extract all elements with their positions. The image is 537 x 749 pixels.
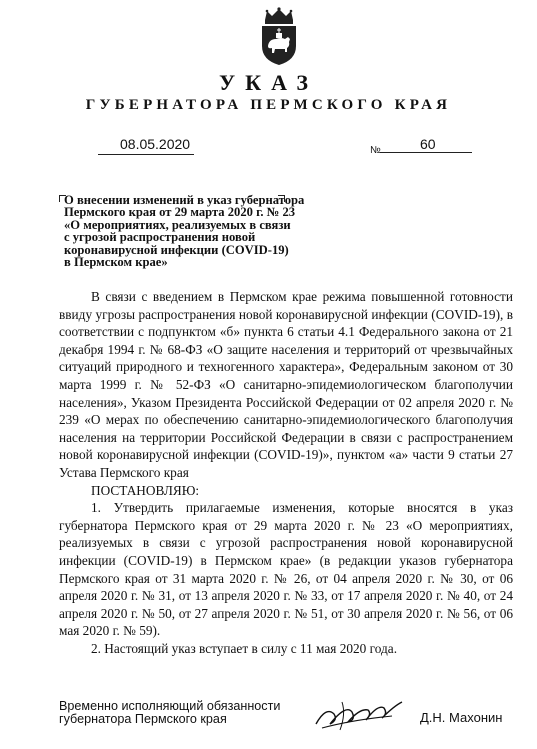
resolve-heading: ПОСТАНОВЛЯЮ: [91,482,200,498]
issuer-heading: ГУБЕРНАТОРА ПЕРМСКОГО КРАЯ [85,97,452,113]
item-2-paragraph: 2. Настоящий указ вступает в силу с 11 мая 2020 года. [91,640,398,656]
subject-line: коронавирусной инфекции (COVID-19) [64,242,289,257]
date-underline [98,154,194,155]
document-number: 60 [420,136,436,152]
signatory-name: Д.Н. Махонин [420,710,503,725]
item-1-paragraph: 1. Утвердить прилагаемые изменения, которые вносятся в указ губернатора Пермского края от 29 марта 2020 г. № 23 «О мероприятиях, реализуемых в связи с угрозой распространения новой коронавирусной инфекции (COVID-19) в Пермском крае» (в редакции указов губернатора Пермского края от 31 марта 2020 г. № 26, от 04 апреля 2020 г. № 30, от 06 апреля 2020 г. № 31, от 13 апреля 2020 г. № 33, от 17 апреля 2020 г. № 40, от 24 апреля 2020 г. № 50, от 27 апреля 2020 г. № 51, от 30 апреля 2020 г. № 56, от 06 мая 2020 г. № 59). [59,500,513,639]
subject-line: Пермского края от 29 марта 2020 г. № 23 [64,205,296,220]
perm-krai-coat-of-arms-icon [255,6,303,66]
document-body [59,288,513,657]
subject-line: с угрозой распространения новой [64,230,256,245]
number-underline [380,152,472,153]
subject-line: в Пермском крае» [64,255,168,270]
document-subject [64,194,324,268]
document-type-heading: УКАЗ [218,70,319,95]
signatory-title-line: губернатора Пермского края [59,711,227,726]
subject-line: «О мероприятиях, реализуемых в связи [64,217,291,232]
document-date: 08.05.2020 [120,136,191,152]
preamble-paragraph: В связи с введением в Пермском крае режима повышенной готовности ввиду угрозы распространения новой коронавирусной инфекции (COVID-19), в соответствии с подпунктом «б» пункта 6 статьи 4.1 Федерального закона от 21 декабря 1994 г. № 68-ФЗ «О защите населения и территорий от чрезвычайных ситуаций природного и техногенного характера», Федеральным законом от 30 марта 1999 г. № 52-ФЗ «О санитарно-эпидемиологическом благополучии населения», Указом Президента Российской Федерации от 02 апреля 2020 г. № 239 «О мерах по обеспечению санитарно-эпидемиологического благополучия населения на территории Российской Федерации в связи с распространением новой коронавирусной инфекции (COVID-19)», пунктом «а» части 9 статьи 27 Устава Пермского края [59,289,513,480]
signatory-title-line: Временно исполняющий обязанности [59,699,281,713]
signatory-title [59,700,280,725]
handwritten-signature-icon [312,694,412,736]
subject-line: О внесении изменений в указ губернатора [64,193,305,207]
number-label: № [370,145,381,156]
